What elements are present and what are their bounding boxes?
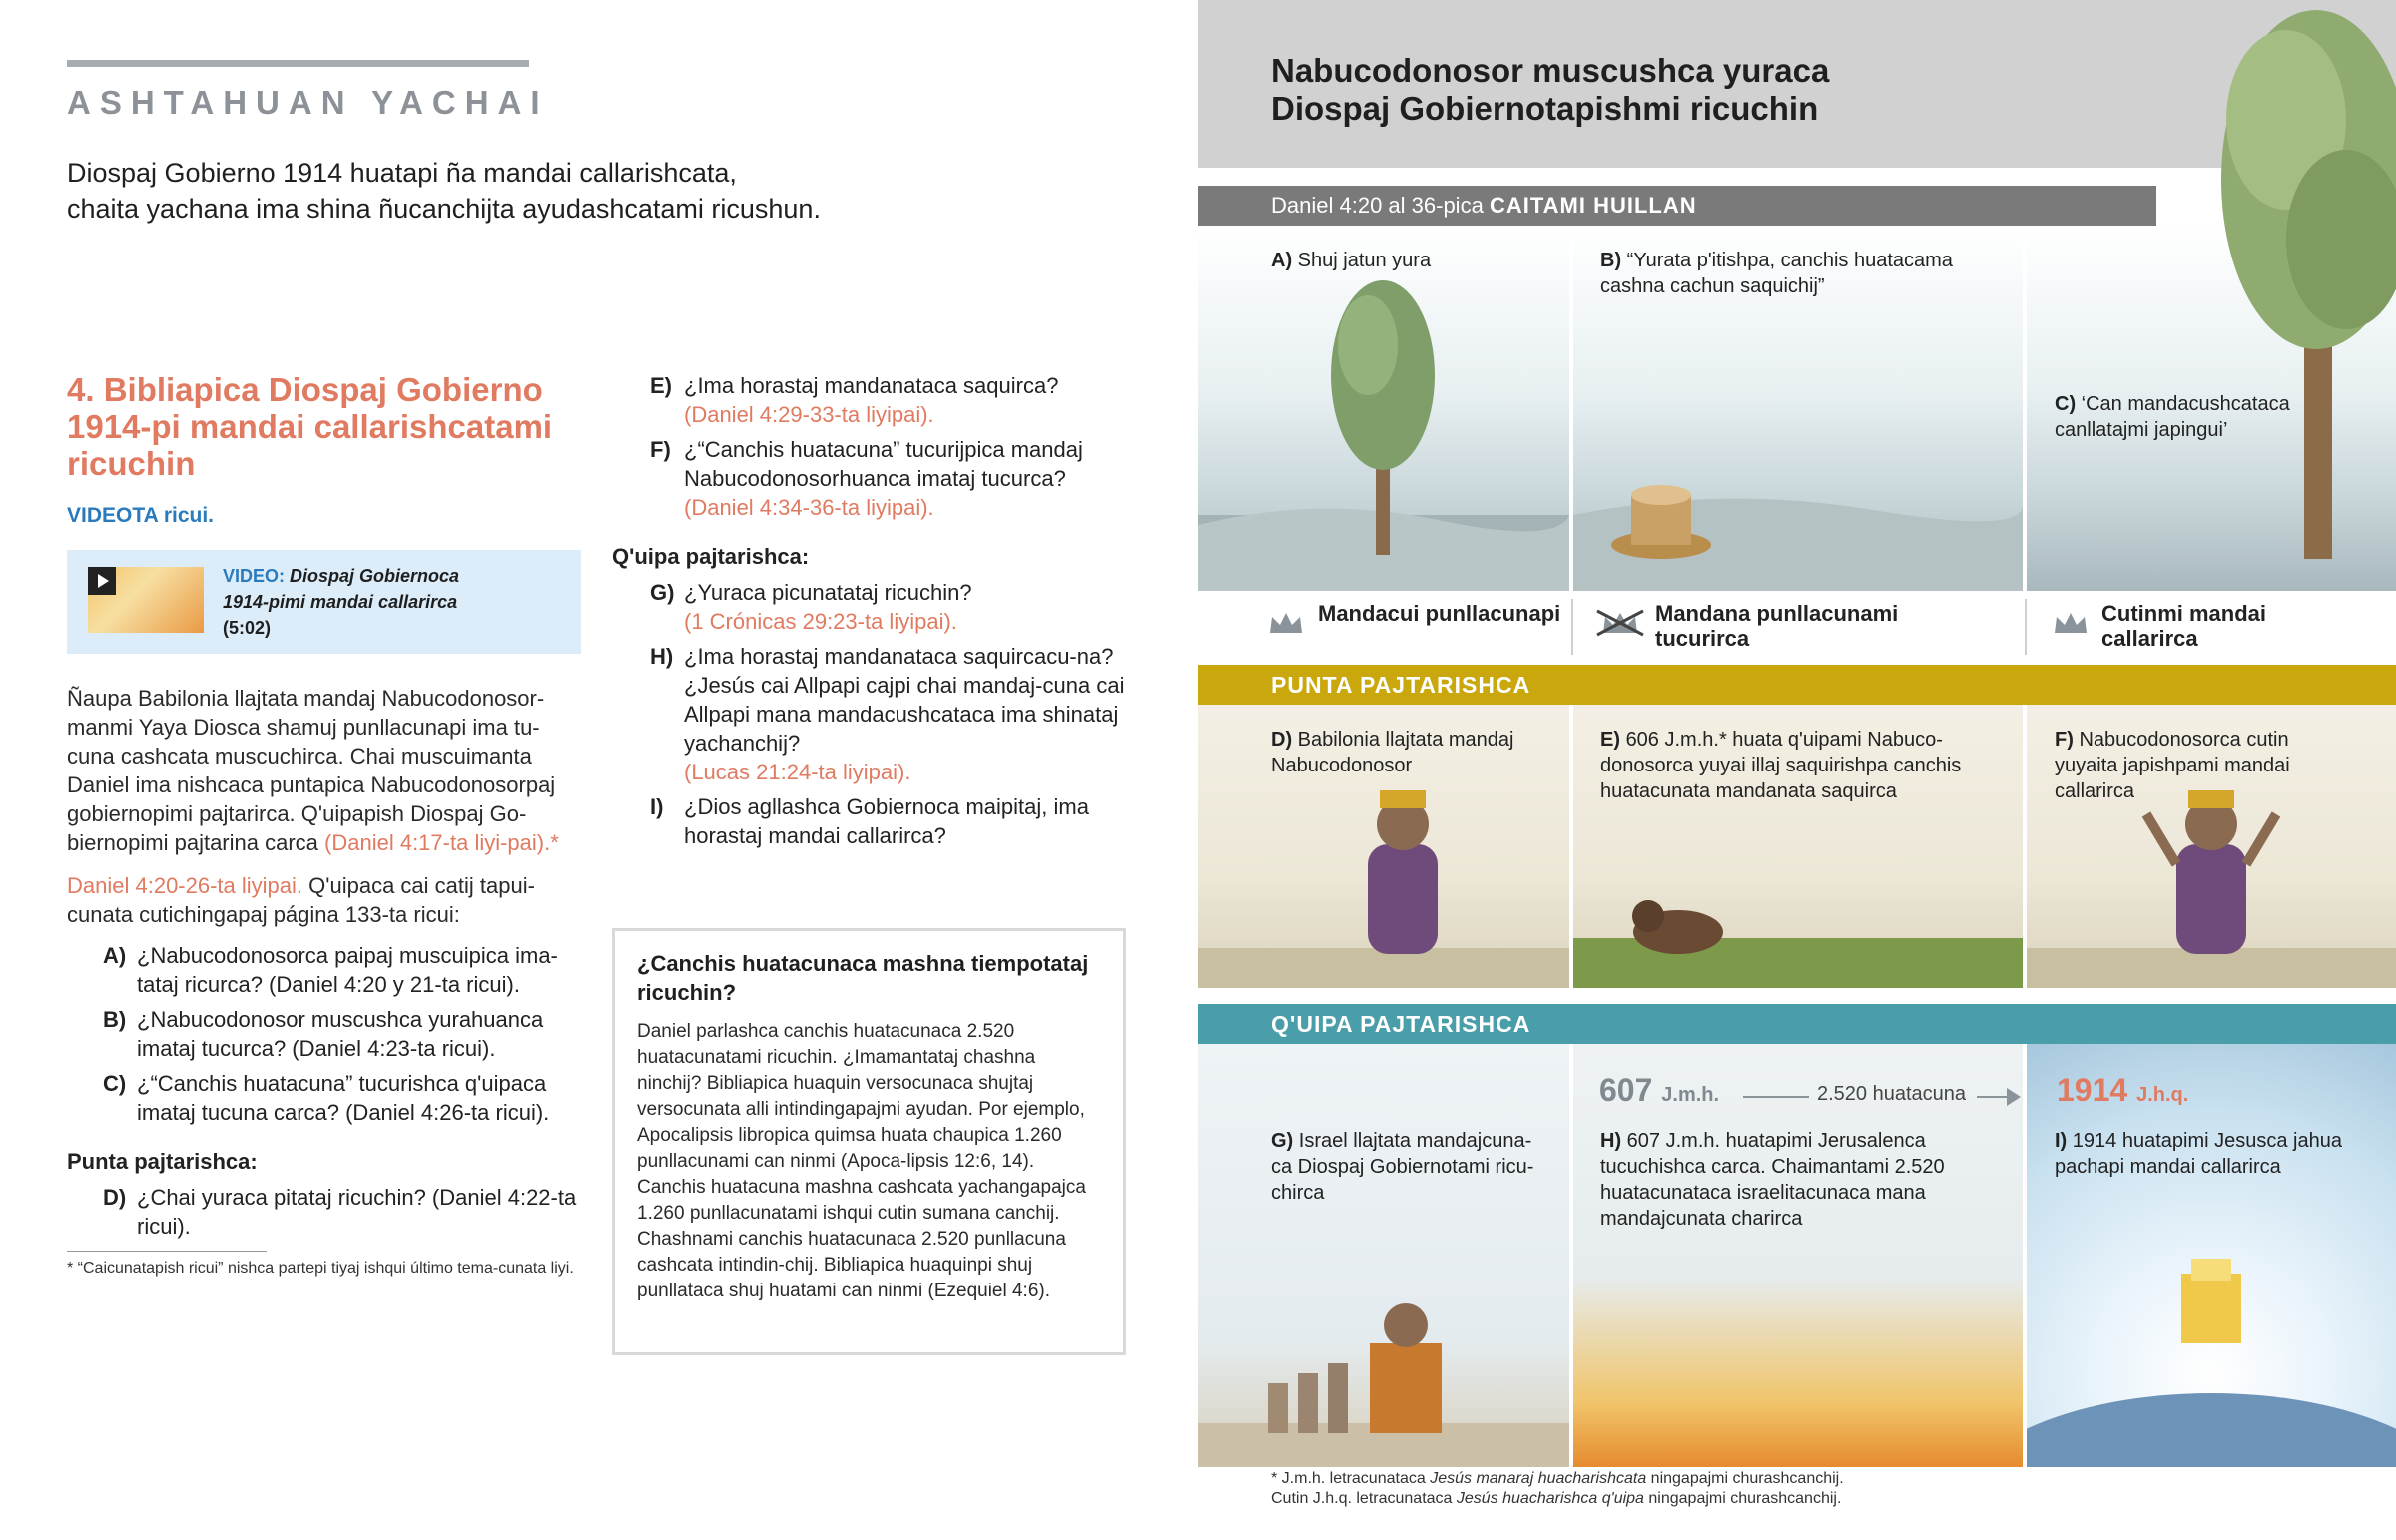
question-item: F) ¿“Canchis huatacuna” tucurijpica mandaj Nabucodonosorhuanca imataj tucurca? (Daniel 4:34-36-ta liyipai). bbox=[650, 437, 1083, 520]
panel-israel-kings bbox=[1198, 1044, 1569, 1467]
small-tree-illustration bbox=[1198, 226, 1569, 591]
scripture-link[interactable]: (Daniel 4:29-33-ta liyipai). bbox=[684, 402, 934, 427]
panel-label-c: C) ‘Can mandacushcataca canllatajmi japingui’ bbox=[2055, 393, 2290, 441]
crossed-crown-icon bbox=[1595, 609, 1645, 637]
intro-text: Diospaj Gobierno 1914 huatapi ña mandai callarishcata, chaita yachana ima shina ñucanchijta ayudashcatami ricushun. bbox=[67, 158, 821, 224]
panel-label-a: A) Shuj jatun yura bbox=[1271, 250, 1432, 271]
scripture-link[interactable]: (Daniel 4:17-ta liyi-pai).* bbox=[324, 830, 559, 855]
subheading: Punta pajtarishca: bbox=[67, 1149, 258, 1174]
question-list bbox=[67, 941, 581, 1127]
question-item: A) ¿Nabucodonosorca paipaj muscuipica ima-tataj ricurca? (Daniel 4:20 y 21-ta ricui). bbox=[103, 943, 558, 997]
question-item: D) ¿Chai yuraca pitataj ricuchin? (Daniel 4:22-ta ricui). bbox=[103, 1185, 577, 1239]
caption-row bbox=[1198, 595, 2396, 659]
question-item: I) ¿Dios agllashca Gobiernoca maipitaj, ima horastaj mandai callarirca? bbox=[650, 794, 1089, 848]
scripture-link[interactable]: Daniel 4:20-26-ta liyipai. bbox=[67, 873, 303, 898]
top-rule bbox=[67, 60, 529, 67]
section-kicker: ASHTAHUAN YACHAI bbox=[67, 84, 549, 121]
panel-label-b: B) “Yurata p'itishpa, canchis huatacama cashna cachun saquichij” bbox=[1600, 250, 1953, 297]
middle-column bbox=[612, 371, 1126, 856]
question-item: B) ¿Nabucodonosor muscushca yurahuanca imataj tucurca? (Daniel 4:23-ta ricui). bbox=[103, 1007, 544, 1061]
panel-label-i: I) 1914 huatapimi Jesusca jahua pachapi mandai callarirca bbox=[2055, 1130, 2342, 1178]
scripture-link[interactable]: (Daniel 4:34-36-ta liyipai). bbox=[684, 495, 934, 520]
arrow-right-icon bbox=[2007, 1088, 2021, 1106]
timeline-span: 2.520 huatacuna bbox=[1817, 1083, 1967, 1105]
sidebar-box bbox=[612, 928, 1126, 1355]
body-paragraph: Ñaupa Babilonia llajtata mandaj Nabucodonosor-manmi Yaya Diosca shamuj punllacunapi ima tu-cuna cashcata muscuchirca. Chai muscuimanta Daniel ima nishcaca puntapica Nabucodonosorpaj gobiernopimi pajtarirca. Q'uipapish Diospaj Go-biernopimi pajtarina carca (Daniel 4:17-ta liyi-pai).* bbox=[67, 686, 559, 855]
video-link[interactable]: VIDEOTA ricui. bbox=[67, 504, 215, 527]
crown-icon bbox=[1268, 609, 1304, 637]
panel-label-h: H) 607 J.m.h. huatapimi Jerusalenca tucuchishca carca. Chaimantami 2.520 huatacunataca israelitacunaca mana mandajcunata charirca bbox=[1600, 1130, 1945, 1230]
caption-divider bbox=[2025, 599, 2027, 655]
band-later-fulfillment: Q'UIPA PAJTARISHCA bbox=[1198, 1004, 2396, 1044]
box-title: ¿Canchis huatacunaca mashna tiempotataj ricuchin? bbox=[637, 951, 1089, 1005]
caption-reign: Mandacui punllacunapi bbox=[1318, 601, 1561, 626]
crown-icon bbox=[2053, 609, 2089, 637]
israel-king-illustration bbox=[1198, 1044, 1569, 1467]
caption-reign-ended: Mandana punllacunami tucurirca bbox=[1655, 601, 1899, 651]
scripture-strip: Daniel 4:20 al 36-pica CAITAMI HUILLAN bbox=[1198, 186, 2156, 226]
question-item: E) ¿Ima horastaj mandanataca saquirca? (Daniel 4:29-33-ta liyipai). bbox=[650, 373, 1059, 427]
scripture-link[interactable]: (Lucas 21:24-ta liyipai). bbox=[684, 760, 911, 784]
subheading: Q'uipa pajtarishca: bbox=[612, 544, 810, 569]
timeline-end: 1914 J.h.q. bbox=[2057, 1072, 2189, 1108]
panel-label-e: E) 606 J.m.h.* huata q'uipami Nabuco-donosorca yuyai illaj saquirishpa canchis huatacunata mandanata saquirca bbox=[1600, 729, 1962, 802]
left-column bbox=[67, 371, 581, 1279]
large-tree-illustration bbox=[2176, 0, 2396, 559]
play-icon[interactable] bbox=[88, 567, 116, 595]
panel-tree bbox=[1198, 226, 1569, 591]
footnote-divider bbox=[67, 1251, 267, 1252]
question-item: C) ¿“Canchis huatacuna” tucurishca q'uipaca imataj tucuna carca? (Daniel 4:26-ta ricui). bbox=[103, 1071, 550, 1125]
video-caption: VIDEO: Diospaj Gobiernoca 1914-pimi mandai callarirca (5:02) bbox=[223, 566, 460, 638]
illustration-title: Nabucodonosor muscushca yuraca Diospaj Gobiernotapishmi ricuchin bbox=[1271, 52, 1830, 127]
video-card[interactable] bbox=[67, 550, 581, 654]
question-item: H) ¿Ima horastaj mandanataca saquircacu-na? ¿Jesús cai Allpapi cajpi chai mandaj-cuna cai Allpapi mana mandacushcataca ima shinataj yachanchij? (Lucas 21:24-ta liyipai). bbox=[650, 644, 1125, 784]
footnote: * “Caicunatapish ricui” nishca partepi tiyaj ishqui último tema-cunata liyi. bbox=[67, 1260, 574, 1277]
question-item: G) ¿Yuraca picunatataj ricuchin? (1 Crónicas 29:23-ta liyipai). bbox=[650, 580, 972, 634]
caption-divider bbox=[1571, 599, 1573, 655]
timeline-arrow bbox=[1977, 1096, 2009, 1098]
video-thumbnail[interactable] bbox=[88, 567, 204, 633]
section-title: 4. Bibliapica Diospaj Gobierno 1914-pi mandai callarishcatami ricuchin bbox=[67, 371, 553, 482]
scripture-link[interactable]: (1 Crónicas 29:23-ta liyipai). bbox=[684, 609, 957, 634]
box-body: Daniel parlashca canchis huatacunaca 2.520 huatacunatami ricuchin. ¿Imamantataj chashna ninchij? Bibliapica huaquin versocunaca shujtaj versocunata alli intindingapajmi ayudan. Por ejemplo, Apocalipsis libropica quimsa huata chaupica 1.260 punllacunami can ninmi (Apoca-lipsis 12:6, 14). Canchis huatacuna mashna cashcata yachangapajca 1.260 punllacunatami ishqui cutin sumana canchij. Chashnami canchis huatacunaca 2.520 punllacuna cashcata intindin-chij. Bibliapica huaquinpi shuj punllataca shuj huatami can ninmi (Ezequiel 4:6). bbox=[637, 1021, 1086, 1301]
band-first-fulfillment: PUNTA PAJTARISHCA bbox=[1198, 665, 2396, 705]
panel-label-f: F) Nabucodonosorca cutin yuyaita japishpami mandai callarirca bbox=[2055, 729, 2290, 802]
illustration-footnote: * J.m.h. letracunataca Jesús manaraj huacharishcata ningapajmi churashcanchij. Cutin J.h.q. letracunataca Jesús huacharishca q'uipa ningapajmi churashcanchij. bbox=[1271, 1470, 1844, 1507]
timeline-start: 607 J.m.h. bbox=[1599, 1072, 1720, 1108]
panel-label-d: D) Babilonia llajtata mandaj Nabucodonosor bbox=[1271, 729, 1514, 776]
body-paragraph: Daniel 4:20-26-ta liyipai. Q'uipaca cai catij tapui-cunata cutichingapaj página 133-ta ricui: bbox=[67, 873, 535, 927]
panel-label-g: G) Israel llajtata mandajcuna-ca Diospaj Gobiernotami ricu-chirca bbox=[1271, 1130, 1534, 1204]
illustration-page bbox=[1198, 0, 2396, 1540]
timeline-line bbox=[1743, 1096, 1809, 1098]
caption-reign-resumed: Cutinmi mandai callarirca bbox=[2101, 601, 2267, 651]
